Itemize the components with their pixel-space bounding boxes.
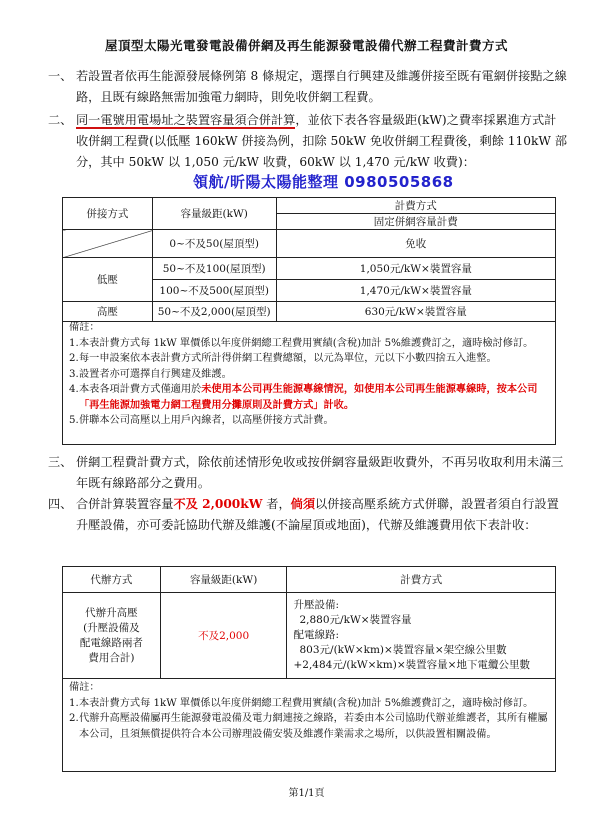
table-2-capacity-cell: 不及2,000: [160, 593, 287, 679]
section-4-text: [76, 494, 568, 536]
table-1-header-fee: 計費方式: [276, 198, 555, 214]
table-1-note-item: [69, 351, 551, 367]
note-text: 本表各項計費方式僅適用於: [79, 384, 202, 395]
table-1-method-cell: 高壓: [63, 302, 153, 322]
fee-line: 配電線路:: [293, 629, 340, 641]
note-highlight-text: 未使用本公司再生能源專線情況，如使用本公司再生能源專線時，按本公司「再生能源加強電力網工程費用分攤原則及計費方式」計收。: [79, 383, 538, 411]
table-1-capacity-cell: 50~不及2,000(屋頂型): [152, 302, 276, 322]
section-4-text-c: 以併接高壓系統方式併聯，設置者須自行設置升壓設備，亦可委託協助代辦及維護(不論屋頂或地面)，代辦及維護費用依下表計收：: [76, 497, 559, 532]
section-1-number: 一、: [48, 69, 73, 83]
note-number: 3.: [69, 368, 79, 380]
fee-line: 803元/(kW×km)×裝置容量×架空線公里數: [299, 644, 507, 656]
section-4: [48, 494, 568, 536]
table-1-fee-cell: 1,050元/kW×裝置容量: [276, 258, 555, 280]
page-footer: 第1/1頁: [288, 788, 325, 799]
note-number: 1.: [69, 337, 79, 349]
table-1-method-cell: 低壓: [63, 258, 153, 302]
fee-line: 升壓設備:: [293, 599, 340, 611]
table-2-header-capacity: 容量級距(kW): [160, 567, 287, 593]
note-text: 併聯本公司高壓以上用戶內線者，以高壓併接方式計費。: [79, 415, 334, 426]
note-text: 代辦升高壓設備屬再生能源發電設備及電力網連接之線路，若委由本公司協助代辦並維護者，其所有權屬本公司，且須無償提供符合本公司辦理設備安裝及維護作業需求之場所，以供設置相關設備。: [79, 713, 548, 740]
note-number: 2.: [69, 353, 79, 364]
section-2-text: [76, 110, 568, 173]
table-1-diagonal-cell: [63, 230, 153, 258]
fee-table-2: [62, 566, 556, 679]
note-text: 本表計費方式每 1kW 單價係以年度併網總工程費用實績(含稅)加計 5%維護費訂之，適時檢討修訂。: [79, 697, 534, 709]
section-2-underlined-text: 同一電號用電場址之裝置容量須合併計算: [76, 113, 296, 127]
fee-line: +2,484元/(kW×km)×裝置容量×地下電纜公里數: [293, 659, 530, 671]
section-1-text: 若設置者依再生能源發展條例第 8 條規定，選擇自行興建及維護併接至既有電網併接點之線路，且既有線路無需加強電力網時，則免收併網工程費。: [76, 69, 567, 104]
table-1-note-item: [69, 336, 551, 352]
section-2-number: 二、: [48, 113, 73, 127]
method-line: 配電線路兩者: [79, 636, 143, 649]
table-2-method-cell: [63, 593, 161, 679]
section-4-text-a: 合併計算裝置容量: [76, 497, 174, 511]
page-title: 屋頂型太陽光電發電設備併網及再生能源發電設備代辦工程費計費方式: [104, 38, 508, 53]
table-1-fee-cell: 免收: [276, 230, 555, 258]
method-line: 代辦升高壓: [85, 606, 138, 619]
note-text: 每一申設案依本表計費方式所計得併網工程費總額，以元為單位，元以下小數四捨五入進整。: [79, 353, 497, 364]
table-2-header-method: 代辦方式: [63, 567, 161, 593]
note-text: 本表計費方式每 1kW 單價係以年度併網總工程費用實績(含稅)加計 5%維護費訂之，適時檢討修訂。: [79, 337, 534, 349]
table-2-notes-title: 備註：: [69, 682, 100, 693]
fee-line: 2,880元/kW×裝置容量: [299, 614, 412, 626]
table-1-notes: [62, 319, 556, 445]
section-2-body-text: ，並依下表各容量級距(kW)之費率採累進方式計收併網工程費(以低壓 160kW 併接為例，扣除 50kW 免收併網工程費後，剩餘 110kW 部分，其中 50kW 以 1,050 元/kW 收費，60kW 以 1,470 元/kW 收費)：: [76, 113, 568, 169]
table-2-note-item: [69, 696, 551, 712]
note-number: 5.: [69, 415, 79, 426]
table-1-capacity-cell: 0~不及50(屋頂型): [152, 230, 276, 258]
section-3-number: 三、: [48, 455, 73, 469]
table-1-header-method: 併接方式: [63, 198, 153, 230]
table-1-note-item: [69, 367, 551, 383]
table-1-fee-cell: 1,470元/kW×裝置容量: [276, 280, 555, 302]
section-4-highlight-condition: 倘須: [290, 497, 316, 511]
watermark-text: 領航/昕陽太陽能整理 0980505868: [193, 173, 454, 191]
table-1-header-capacity: 容量級距(kW): [152, 198, 276, 230]
section-3-text: 併網工程費計費方式，除依前述情形免收或按併網容量級距收費外，不再另收取利用未滿三年既有線路部分之費用。: [76, 455, 564, 490]
table-1-note-item: [69, 413, 551, 429]
table-1-capacity-cell: 50~不及100(屋頂型): [152, 258, 276, 280]
fee-table-1: [62, 197, 556, 322]
note-text: 設置者亦可選擇自行興建及維護。: [79, 368, 232, 380]
table-1-notes-title: 備註：: [69, 322, 100, 333]
note-number: 2.: [69, 713, 79, 724]
section-4-number: 四、: [48, 497, 73, 511]
table-1-capacity-cell: 100~不及500(屋頂型): [152, 280, 276, 302]
section-4-highlight-capacity: 不及 2,000kW: [173, 497, 263, 511]
section-1: [48, 66, 568, 108]
table-2-header-fee: 計費方式: [287, 567, 556, 593]
note-number: 1.: [69, 697, 79, 709]
table-1-header-fee-sub: 固定併網容量計費: [276, 214, 555, 230]
method-line: 費用合計): [88, 651, 135, 664]
table-2-note-item: [69, 711, 551, 742]
method-line: (升壓設備及: [83, 621, 140, 634]
table-1-note-item: [69, 382, 551, 413]
section-3: [48, 452, 568, 494]
table-1-fee-cell: 630元/kW×裝置容量: [276, 302, 555, 322]
note-number: 4.: [69, 384, 79, 395]
table-2-notes: [62, 679, 556, 772]
section-2: [48, 110, 568, 173]
table-2-fee-cell: [287, 593, 556, 679]
section-4-text-b: 者，: [262, 497, 291, 511]
